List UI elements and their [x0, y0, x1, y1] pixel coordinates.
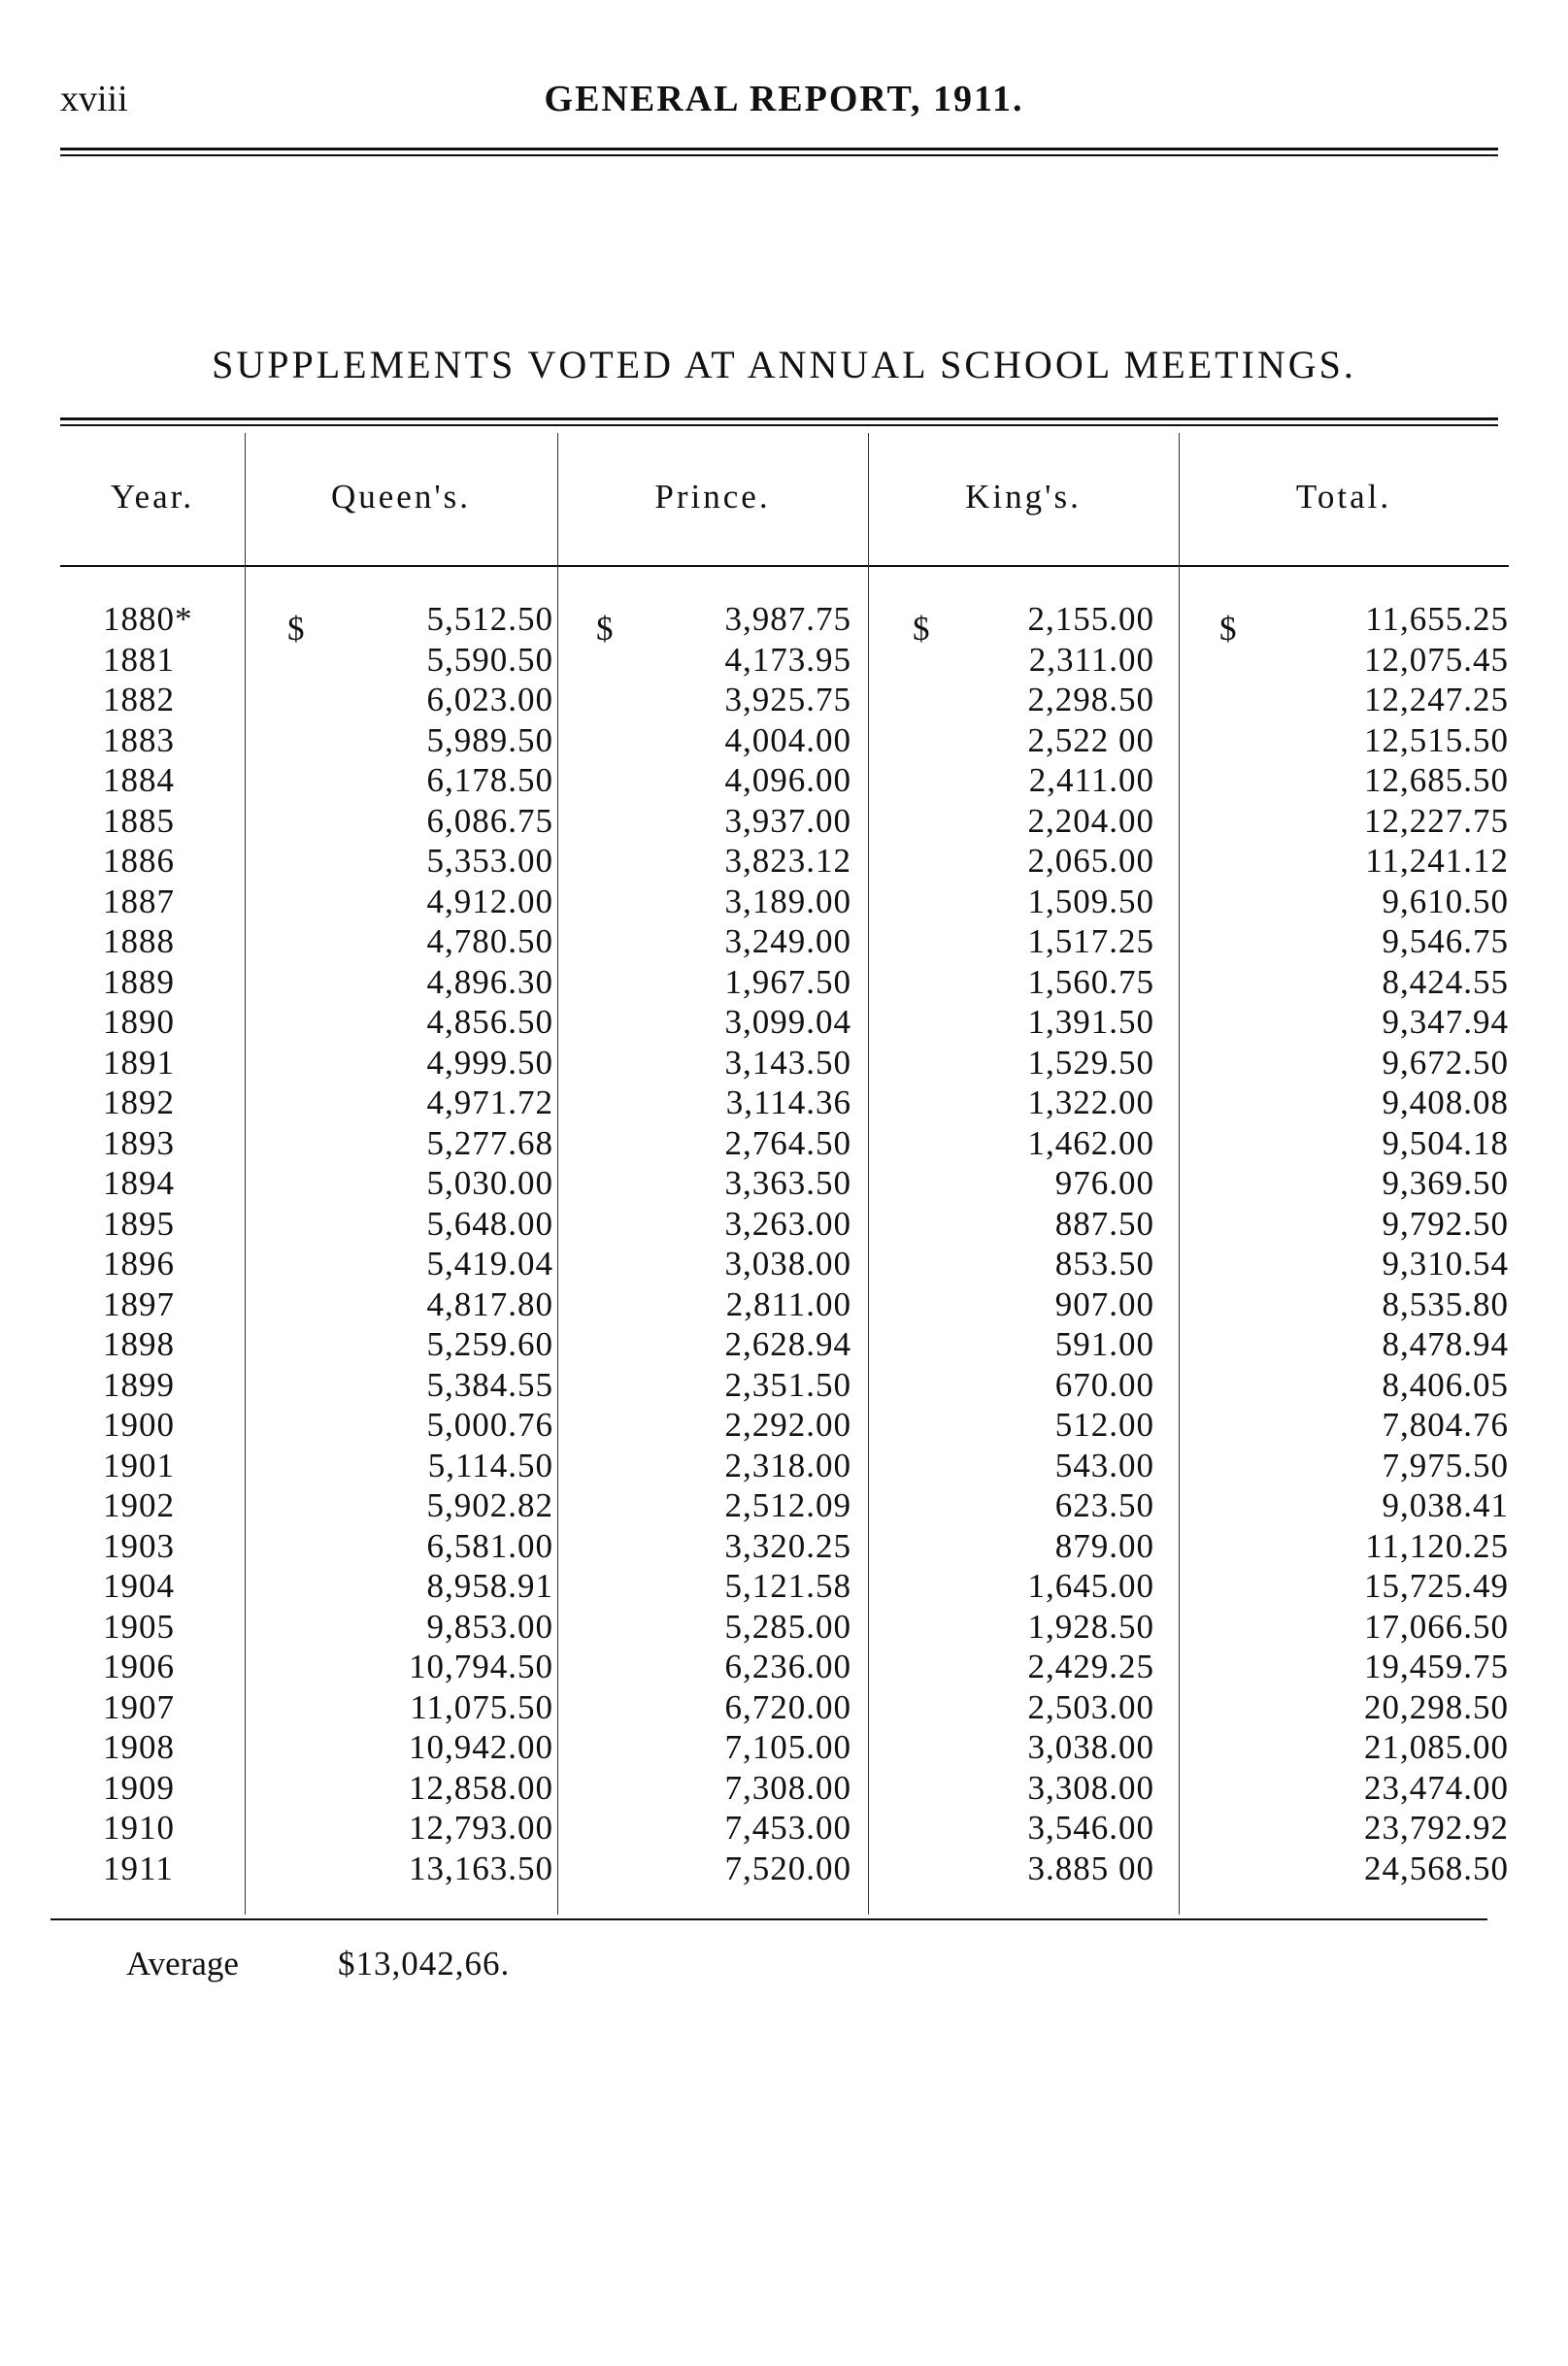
cell-queens: 8,958.91: [426, 1567, 553, 1605]
table-row: [89, 681, 1517, 721]
cell-kings: 1,529.50: [1027, 1043, 1154, 1082]
table-row: [89, 1285, 1517, 1326]
cell-prince: 2,811.00: [725, 1284, 851, 1323]
table-row: [89, 883, 1517, 923]
cell-queens: 4,780.50: [426, 922, 553, 960]
cell-total: 17,066.50: [1364, 1607, 1509, 1646]
cell-total: 9,310.54: [1382, 1245, 1509, 1283]
page-header: [60, 78, 1508, 136]
cell-kings: 3,038.00: [1027, 1728, 1154, 1766]
cell-queens: 5,384.55: [426, 1365, 553, 1404]
cell-year: 1892: [103, 1083, 175, 1121]
cell-total: 21,085.00: [1364, 1728, 1509, 1766]
table-row: [89, 600, 1517, 641]
cell-year: 1881: [103, 640, 175, 679]
cell-prince: 2,292.00: [724, 1406, 851, 1444]
cell-prince: 6,236.00: [724, 1648, 851, 1685]
cell-queens: 5,902.82: [426, 1486, 553, 1524]
table-bottom-rule: [50, 1918, 1487, 1920]
cell-prince: 4,096.00: [724, 761, 851, 799]
table-row: [89, 761, 1517, 802]
table-row: [89, 1083, 1517, 1124]
cell-year: 1901: [103, 1446, 175, 1484]
table-row: [89, 1688, 1517, 1729]
cell-queens: 13,163.50: [409, 1849, 553, 1887]
cell-queens: 4,999.50: [426, 1043, 553, 1082]
running-title: GENERAL REPORT, 1911.: [544, 79, 1024, 119]
cell-kings: 3.885 00: [1027, 1849, 1154, 1887]
cell-prince: 5,121.58: [724, 1567, 851, 1605]
cell-year: 1887: [103, 882, 175, 920]
cell-queens: 5,989.50: [426, 720, 553, 759]
cell-kings: 1,462.00: [1027, 1123, 1154, 1162]
cell-kings: 1,322.00: [1027, 1083, 1154, 1121]
cell-prince: 3,363.50: [724, 1164, 851, 1202]
cell-kings: 2,429.25: [1027, 1648, 1154, 1685]
cell-queens: 12,793.00: [409, 1809, 553, 1847]
cell-year: 1883: [103, 720, 175, 759]
cell-total: 24,568.50: [1364, 1849, 1509, 1887]
cell-queens: 4,912.00: [426, 882, 553, 920]
cell-prince: 3,263.00: [724, 1204, 851, 1243]
cell-queens: 6,086.75: [426, 801, 553, 840]
header-underline: [60, 565, 1509, 567]
cell-kings: 887.50: [1054, 1204, 1154, 1243]
table-title: SUPPLEMENTS VOTED AT ANNUAL SCHOOL MEETINGS.: [212, 343, 1356, 386]
cell-queens: 4,856.50: [426, 1003, 553, 1041]
average-value: $13,042,66.: [338, 1945, 511, 1983]
dollar-sign-prince: $: [596, 610, 614, 648]
cell-kings: 670.00: [1054, 1365, 1154, 1404]
cell-year: 1894: [103, 1164, 175, 1202]
cell-year: 1899: [103, 1365, 175, 1404]
cell-kings: 2,298.50: [1027, 681, 1154, 718]
table-row: [89, 1608, 1517, 1649]
col-header-year: Year.: [110, 478, 195, 516]
table-body: [89, 600, 1517, 1889]
table-row: [89, 1164, 1517, 1205]
table-row: [89, 1849, 1517, 1890]
dollar-sign-queens: $: [287, 610, 305, 648]
cell-total: 8,478.94: [1382, 1325, 1509, 1363]
cell-total: 8,424.55: [1382, 962, 1509, 1001]
dollar-sign-kings: $: [913, 610, 930, 648]
cell-kings: 2,065.00: [1027, 842, 1154, 880]
cell-total: 12,247.25: [1364, 681, 1509, 718]
cell-queens: 5,648.00: [426, 1204, 553, 1243]
cell-year: 1909: [103, 1768, 175, 1807]
table-row: [89, 1325, 1517, 1366]
dollar-sign-total: $: [1219, 610, 1237, 648]
cell-prince: 3,099.04: [724, 1003, 851, 1041]
cell-year: 1890: [103, 1003, 175, 1041]
cell-year: 1893: [103, 1123, 175, 1162]
table-row: [89, 802, 1517, 843]
col-header-prince: Prince.: [654, 478, 771, 516]
cell-year: 1908: [103, 1728, 175, 1766]
cell-prince: 4,173.95: [724, 640, 851, 679]
cell-queens: 5,114.50: [427, 1446, 553, 1484]
cell-queens: 5,590.50: [426, 640, 553, 679]
cell-kings: 2,155.00: [1027, 600, 1154, 638]
cell-kings: 1,645.00: [1027, 1567, 1154, 1605]
cell-kings: 907.00: [1054, 1284, 1154, 1323]
cell-prince: 2,351.50: [724, 1365, 851, 1404]
table-row: [89, 1205, 1517, 1246]
cell-total: 9,347.94: [1382, 1003, 1509, 1041]
cell-queens: 11,075.50: [410, 1687, 553, 1726]
cell-kings: 853.50: [1054, 1245, 1154, 1283]
cell-prince: 3,189.00: [724, 882, 851, 920]
table-row: [89, 1003, 1517, 1044]
cell-total: 11,655.25: [1365, 600, 1509, 638]
cell-year: 1891: [103, 1043, 175, 1082]
cell-total: 9,672.50: [1382, 1043, 1509, 1082]
cell-queens: 12,858.00: [409, 1768, 553, 1807]
table-row: [89, 1769, 1517, 1810]
table-row: [89, 1245, 1517, 1285]
cell-kings: 1,560.75: [1027, 962, 1154, 1001]
cell-kings: 591.00: [1054, 1325, 1154, 1363]
cell-kings: 2,311.00: [1028, 640, 1154, 679]
cell-year: 1886: [103, 842, 175, 880]
cell-total: 9,408.08: [1382, 1083, 1509, 1121]
cell-kings: 1,517.25: [1027, 922, 1154, 960]
cell-total: 9,792.50: [1382, 1204, 1509, 1243]
average-label: Average: [126, 1945, 239, 1983]
cell-kings: 1,509.50: [1027, 882, 1154, 920]
cell-kings: 2,503.00: [1027, 1687, 1154, 1726]
cell-year: 1888: [103, 922, 175, 960]
table-top-rule: [60, 417, 1498, 426]
table-row: [89, 963, 1517, 1004]
cell-year: 1900: [103, 1406, 175, 1444]
cell-kings: 512.00: [1054, 1406, 1154, 1444]
cell-kings: 2,411.00: [1028, 761, 1154, 799]
page-number: xviii: [60, 79, 128, 119]
cell-total: 12,685.50: [1364, 761, 1509, 799]
table-row: [89, 1648, 1517, 1688]
cell-total: 12,075.45: [1364, 640, 1509, 679]
cell-queens: 5,419.04: [426, 1245, 553, 1283]
cell-queens: 9,853.00: [426, 1607, 553, 1646]
cell-year: 1905: [103, 1607, 175, 1646]
cell-year: 1903: [103, 1526, 175, 1565]
cell-prince: 3,925.75: [724, 681, 851, 718]
cell-queens: 5,259.60: [426, 1325, 553, 1363]
table-row: [89, 1567, 1517, 1608]
cell-year: 1911: [103, 1849, 174, 1887]
cell-total: 23,474.00: [1364, 1768, 1509, 1807]
cell-total: 12,515.50: [1364, 720, 1509, 759]
table-row: [89, 721, 1517, 762]
col-header-total: Total.: [1295, 478, 1392, 516]
cell-year: 1884: [103, 761, 175, 799]
cell-prince: 3,038.00: [724, 1245, 851, 1283]
table-row: [89, 922, 1517, 963]
cell-year: 1906: [103, 1648, 175, 1685]
cell-total: 9,546.75: [1382, 922, 1509, 960]
cell-prince: 5,285.00: [724, 1607, 851, 1646]
cell-prince: 3,114.36: [725, 1083, 851, 1121]
cell-year: 1895: [103, 1204, 175, 1243]
cell-year: 1889: [103, 962, 175, 1001]
cell-kings: 879.00: [1054, 1526, 1154, 1565]
cell-total: 20,298.50: [1364, 1687, 1509, 1726]
cell-total: 9,504.18: [1382, 1123, 1509, 1162]
cell-queens: 5,277.68: [426, 1123, 553, 1162]
cell-queens: 5,353.00: [426, 842, 553, 880]
table-row: [89, 1366, 1517, 1407]
cell-prince: 3,143.50: [724, 1043, 851, 1082]
cell-queens: 10,942.00: [409, 1728, 553, 1766]
cell-prince: 2,318.00: [724, 1446, 851, 1484]
table-row: [89, 1044, 1517, 1084]
cell-queens: 4,817.80: [426, 1284, 553, 1323]
cell-queens: 5,030.00: [426, 1164, 553, 1202]
table-row: [89, 1124, 1517, 1165]
cell-prince: 7,520.00: [724, 1849, 851, 1887]
cell-year: 1897: [103, 1284, 175, 1323]
table-row: [89, 1406, 1517, 1447]
cell-prince: 1,967.50: [724, 962, 851, 1001]
cell-prince: 2,764.50: [724, 1123, 851, 1162]
cell-total: 15,725.49: [1364, 1567, 1509, 1605]
cell-total: 9,369.50: [1382, 1164, 1509, 1202]
cell-year: 1904: [103, 1567, 175, 1605]
header-rule: [60, 148, 1498, 156]
cell-total: 11,241.12: [1365, 842, 1509, 880]
table-row: [89, 1486, 1517, 1527]
cell-year: 1882: [103, 681, 175, 718]
cell-kings: 2,204.00: [1027, 801, 1154, 840]
cell-year: 1910: [103, 1809, 175, 1847]
cell-year: 1896: [103, 1245, 175, 1283]
cell-prince: 6,720.00: [724, 1687, 851, 1726]
cell-prince: 3,823.12: [724, 842, 851, 880]
cell-year: 1907: [103, 1687, 175, 1726]
table-row: [89, 1728, 1517, 1769]
cell-queens: 10,794.50: [409, 1648, 553, 1685]
cell-total: 23,792.92: [1364, 1809, 1509, 1847]
cell-queens: 4,896.30: [426, 962, 553, 1001]
cell-queens: 5,000.76: [426, 1406, 553, 1444]
table-row: [89, 1809, 1517, 1849]
cell-year: 1885: [103, 801, 175, 840]
cell-kings: 976.00: [1054, 1164, 1154, 1202]
cell-year: 1902: [103, 1486, 175, 1524]
cell-queens: 4,971.72: [426, 1083, 553, 1121]
table-row: [89, 641, 1517, 682]
cell-year: 1898: [103, 1325, 175, 1363]
cell-queens: 6,178.50: [426, 761, 553, 799]
cell-total: 9,610.50: [1382, 882, 1509, 920]
cell-kings: 1,391.50: [1027, 1003, 1154, 1041]
cell-total: 9,038.41: [1382, 1486, 1509, 1524]
table-row: [89, 842, 1517, 883]
cell-kings: 1,928.50: [1027, 1607, 1154, 1646]
cell-queens: 5,512.50: [426, 600, 553, 638]
col-header-kings: King's.: [965, 478, 1082, 516]
cell-kings: 543.00: [1054, 1446, 1154, 1484]
cell-total: 12,227.75: [1364, 801, 1509, 840]
cell-prince: 2,628.94: [724, 1325, 851, 1363]
cell-queens: 6,023.00: [426, 681, 553, 718]
cell-prince: 7,308.00: [724, 1768, 851, 1807]
cell-kings: 623.50: [1054, 1486, 1154, 1524]
cell-kings: 2,522 00: [1027, 720, 1154, 759]
cell-prince: 3,320.25: [724, 1526, 851, 1565]
cell-total: 19,459.75: [1364, 1648, 1509, 1685]
cell-prince: 3,987.75: [724, 600, 851, 638]
cell-prince: 4,004.00: [724, 720, 851, 759]
col-header-queens: Queen's.: [330, 478, 472, 516]
cell-total: 7,804.76: [1382, 1406, 1509, 1444]
cell-total: 7,975.50: [1382, 1446, 1509, 1484]
cell-total: 8,535.80: [1382, 1284, 1509, 1323]
table-row: [89, 1527, 1517, 1568]
cell-prince: 7,453.00: [724, 1809, 851, 1847]
cell-kings: 3,308.00: [1027, 1768, 1154, 1807]
cell-year: 1880*: [103, 600, 193, 638]
table-row: [89, 1447, 1517, 1487]
cell-queens: 6,581.00: [426, 1526, 553, 1565]
cell-kings: 3,546.00: [1027, 1809, 1154, 1847]
cell-prince: 2,512.09: [724, 1486, 851, 1524]
cell-prince: 7,105.00: [724, 1728, 851, 1766]
cell-total: 8,406.05: [1382, 1365, 1509, 1404]
cell-total: 11,120.25: [1365, 1526, 1509, 1565]
cell-prince: 3,937.00: [724, 801, 851, 840]
cell-prince: 3,249.00: [724, 922, 851, 960]
